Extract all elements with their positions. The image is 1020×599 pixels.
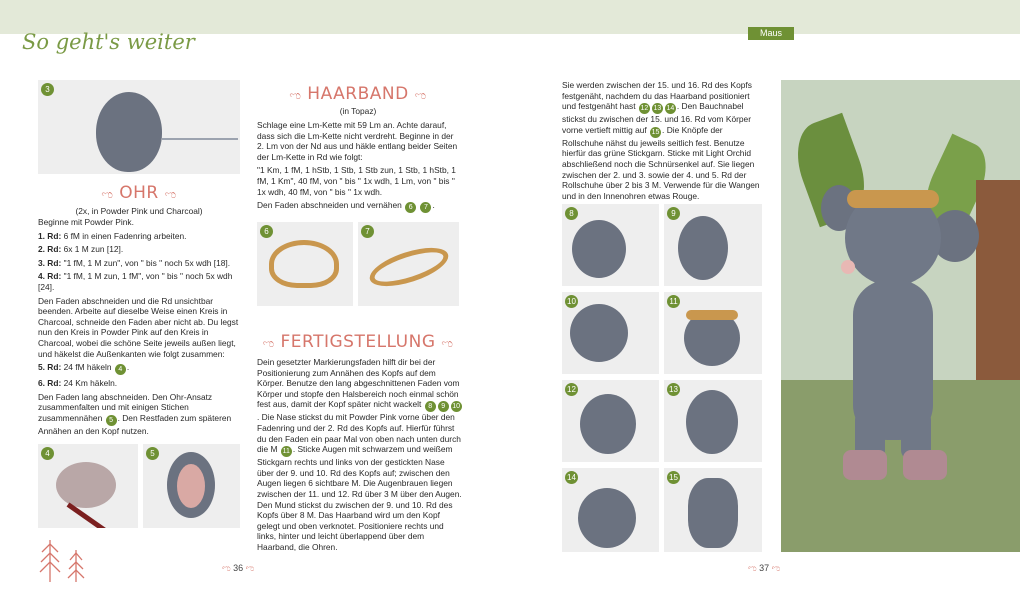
step-circle: 8 — [425, 401, 436, 412]
photo-step-5 — [143, 444, 240, 528]
step-circle: 13 — [653, 105, 662, 113]
headband-shape — [269, 240, 339, 288]
step-circle: 7 — [420, 202, 431, 213]
haarband-heading: ಌ HAARBAND ಌ — [289, 84, 427, 104]
photo-step-13 — [664, 380, 762, 462]
photo-step-9 — [664, 204, 762, 286]
step-badge: 3 — [41, 83, 54, 96]
swirl-right-icon: ಌ — [441, 336, 454, 350]
photo-step-3 — [38, 80, 240, 174]
step-circle: 5 — [106, 415, 117, 426]
roller-skate-left — [843, 450, 887, 480]
step-badge: 15 — [667, 471, 680, 484]
step-badge: 9 — [667, 207, 680, 220]
swirl-left-icon: ಌ — [289, 88, 302, 102]
page-number-right: ಌ 37 ಌ — [748, 563, 781, 573]
headband-shape — [686, 310, 738, 320]
wood-stump — [976, 180, 1020, 380]
fertigstellung-instructions: Dein gesetzter Markierungsfaden hilft dir bei der Positionierung zum Annähen des Kopfs auf dem Körper. Benutze den lang abgeschnittenen Faden vom Körper und stopfe den Halsbereich noch einmal schön fest aus, damit der Kopf später nicht wackelt 8 9 10. Die Nase stickst du mit Powder Pink vorne über den Fadenring und der 2. Rd des Kopfs auf. Hierfür führst du den Faden ein paar Mal von oben nach unten durch die M 11 . Sticke Augen mit schwarzem und weißem Stickgarn rechts und links von der gestickten Nase über der 9. und 10. Rd des Kopfs auf; zwischen den Augen liegen 6 sichtbare M. Die Augenbrauen liegen zwischen der 11. und 12. Rd über 3 M über den Augen. Den Mund stickst du zwischen der 9. und 10. Rd des Kopfs über 8 M. Das Haarband wird um den Kopf gelegt und oben verknotet. Positioniere rechts und links, hinter und leicht überlappend über dem Haarband, die Ohren. — [257, 357, 462, 552]
step-badge: 13 — [667, 383, 680, 396]
crochet-head-shape — [678, 216, 728, 280]
swirl-right-icon: ಌ — [414, 88, 427, 102]
photo-step-10 — [562, 292, 659, 374]
step-badge: 6 — [260, 225, 273, 238]
swirl-left-icon: ಌ — [262, 336, 275, 350]
ohr-subtitle: (2x, in Powder Pink und Charcoal) — [75, 206, 203, 216]
step-circle: 6 — [405, 202, 416, 213]
crochet-head-shape — [686, 390, 738, 454]
photo-step-8 — [562, 204, 659, 286]
mouse-greta-photo — [781, 80, 1020, 552]
haarband-instructions: Schlage eine Lm-Kette mit 59 Lm an. Achte darauf, dass sich die Lm-Kette nicht verdreht. Beginne in der 2. Lm von der Nd aus und häkle entlang beider Seiten der Lm-Kette in Rd wie folgt: "1 Km, 1 fM, 1 hStb, 1 Stb, 1 Stb zun, 1 Stb, 1 hStb, 1 fM, 1 Km", 40 fM, von " bis " 1x wdh, 1 Lm, von " bis " 1x wdh, 40 fM, von " bis " 1x wdh. Den Faden abschneiden und vernähen 6 7 . — [257, 120, 458, 212]
right-page-instructions: Sie werden zwischen der 15. und 16. Rd des Kopfs festgenäht, nachdem du das Haarband positioniert und festgenäht hast 12 13 14 . Den Bauchnabel stickst du zwischen der 15. und 16. Rd vom Körper vorne vertieft mittig auf 15 . Die Knöpfe der Rollschuhe nähst du jeweils seitlich fest. Benutze hierfür das grüne Stickgarn. Sticke mit Light Orchid abschließend noch die Schnürsenkel auf. Sie liegen zwischen der 2. und 3. sowie der 4. und 5. Rd der Rollschuhe über 2 bis 3 M. Verwende für die Wangen und in den Innenohren etwas Rouge. — [562, 80, 760, 201]
yarn-tail — [162, 138, 238, 140]
header-band — [0, 0, 1020, 34]
step-badge: 4 — [41, 447, 54, 460]
step-circle: 15 — [651, 128, 660, 136]
step-circle: 11 — [282, 448, 290, 456]
ohr-heading: ಌ OHR ಌ — [101, 183, 177, 203]
crochet-head-shape — [570, 304, 628, 362]
step-circle: 14 — [666, 105, 675, 113]
tree-icon — [38, 538, 88, 584]
step-badge: 8 — [565, 207, 578, 220]
crochet-ear-shape — [56, 462, 116, 508]
ohr-instructions: Beginne mit Powder Pink. 1. Rd: 6 fM in einen Fadenring arbeiten. 2. Rd: 6x 1 M zun [12]. 3. Rd: "1 fM, 1 M zun", von " bis " noch 5x wdh [18]. 4. Rd: "1 fM, 1 M zun, 1 fM", von " bis " noch 5x wdh [24]. Den Faden abschneiden und die Rd unsichtbar beenden. Arbeite auf dieselbe Weise einen Kreis in Charcoal, schneide den Faden aber nicht ab. Du legst nun den Kreis in Powder Pink auf den Kreis in Charcoal, wobei die schöne Seite jeweils außen liegt, und häkelst die Außenkanten wie folgt zusammen: 5. Rd: 24 fM häkeln 4 . 6. Rd: 24 Km häkeln. Den Faden lang abschneiden. Den Ohr-Ansatz zusammenfalten und mit einigen Stichen zusammennähen 5 . Den Restfaden zum späteren Annähen an den Kopf nutzen. — [38, 217, 239, 436]
step-circle: 9 — [438, 401, 449, 412]
headband-shape — [847, 190, 939, 208]
photo-step-6 — [257, 222, 353, 306]
project-tag: Maus Greta — [748, 27, 794, 40]
step-badge: 5 — [146, 447, 159, 460]
roller-skate-right — [903, 450, 947, 480]
photo-step-11 — [664, 292, 762, 374]
step-circle: 10 — [452, 403, 461, 411]
page-number-left: ಌ 36 ಌ — [222, 563, 255, 573]
swirl-left-icon: ಌ — [101, 187, 114, 201]
step-badge: 14 — [565, 471, 578, 484]
photo-step-12 — [562, 380, 659, 462]
photo-step-14 — [562, 468, 659, 552]
photo-step-15 — [664, 468, 762, 552]
headband-shape — [365, 240, 452, 294]
step-badge: 12 — [565, 383, 578, 396]
step-badge: 11 — [667, 295, 680, 308]
crochet-head-shape — [580, 394, 636, 454]
crochet-body-shape — [688, 478, 738, 548]
crochet-head-shape — [572, 220, 626, 278]
crochet-head-shape — [578, 488, 636, 548]
mouse-nose — [841, 260, 855, 274]
photo-step-4 — [38, 444, 138, 528]
fertigstellung-heading: ಌ FERTIGSTELLUNG ಌ — [262, 332, 454, 352]
step-badge: 7 — [361, 225, 374, 238]
crochet-head-shape — [96, 92, 162, 172]
haarband-subtitle: (in Topaz) — [339, 106, 377, 116]
ear-inner-shape — [177, 464, 205, 508]
section-title: So geht's weiter — [22, 30, 195, 54]
swirl-right-icon: ಌ — [164, 187, 177, 201]
step-badge: 10 — [565, 295, 578, 308]
step-circle: 12 — [640, 105, 649, 113]
photo-step-7 — [358, 222, 459, 306]
step-circle: 4 — [115, 364, 126, 375]
